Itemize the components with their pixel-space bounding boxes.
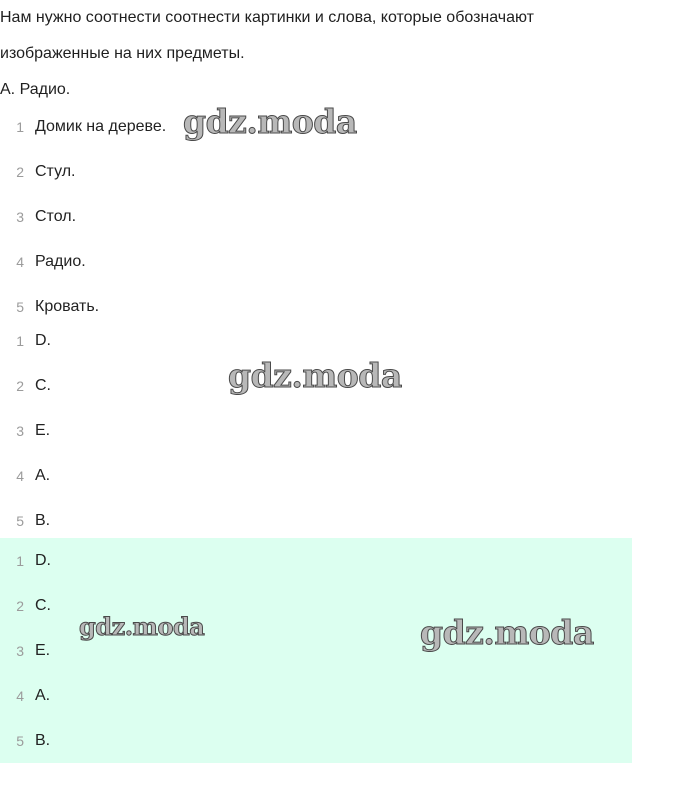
item-text: Кровать.	[35, 297, 100, 315]
task-line-2: изображенные на них предметы.	[0, 45, 245, 62]
line-number: 4	[16, 467, 24, 484]
list-item	[0, 453, 51, 498]
item-text: B.	[35, 511, 51, 529]
list-item	[0, 538, 632, 583]
line-number: 5	[16, 298, 24, 315]
line-number: 4	[16, 687, 24, 704]
list-item	[0, 239, 166, 284]
line-number: 5	[16, 732, 24, 749]
line-number: 2	[16, 597, 24, 614]
list-item	[0, 718, 632, 763]
task-text	[0, 0, 640, 72]
item-text: C.	[35, 596, 51, 614]
task-line-1: Нам нужно соотнести соотнести картинки и слова, которые обозначают	[0, 9, 535, 26]
item-text: A.	[35, 686, 51, 704]
item-text: Стул.	[35, 162, 76, 180]
item-text: Радио.	[35, 252, 86, 270]
list-item	[0, 149, 166, 194]
item-text: B.	[35, 731, 51, 749]
list-item	[0, 408, 51, 453]
watermark: gdz.moda	[183, 102, 357, 141]
item-text: E.	[35, 421, 51, 439]
line-number: 1	[16, 332, 24, 349]
line-number: 4	[16, 253, 24, 270]
letter-list	[0, 318, 51, 543]
line-number: 3	[16, 642, 24, 659]
answer-line: А. Радио.	[0, 81, 71, 98]
list-item	[0, 363, 51, 408]
line-number: 1	[16, 552, 24, 569]
item-text: C.	[35, 376, 51, 394]
list-item	[0, 194, 166, 239]
line-number: 2	[16, 377, 24, 394]
list-item	[0, 104, 166, 149]
list-item	[0, 498, 51, 543]
watermark: gdz.moda	[228, 356, 402, 395]
line-number: 2	[16, 163, 24, 180]
list-item	[0, 318, 51, 363]
watermark: gdz.moda	[79, 612, 205, 641]
word-list	[0, 104, 166, 329]
item-text: Домик на дереве.	[35, 117, 167, 135]
line-number: 5	[16, 512, 24, 529]
list-item	[0, 673, 632, 718]
line-number: 1	[16, 118, 24, 135]
item-text: E.	[35, 641, 51, 659]
item-text: A.	[35, 466, 51, 484]
item-text: D.	[35, 331, 51, 349]
line-number: 3	[16, 422, 24, 439]
line-number: 3	[16, 208, 24, 225]
item-text: Стол.	[35, 207, 77, 225]
item-text: D.	[35, 551, 51, 569]
watermark: gdz.moda	[420, 613, 594, 652]
